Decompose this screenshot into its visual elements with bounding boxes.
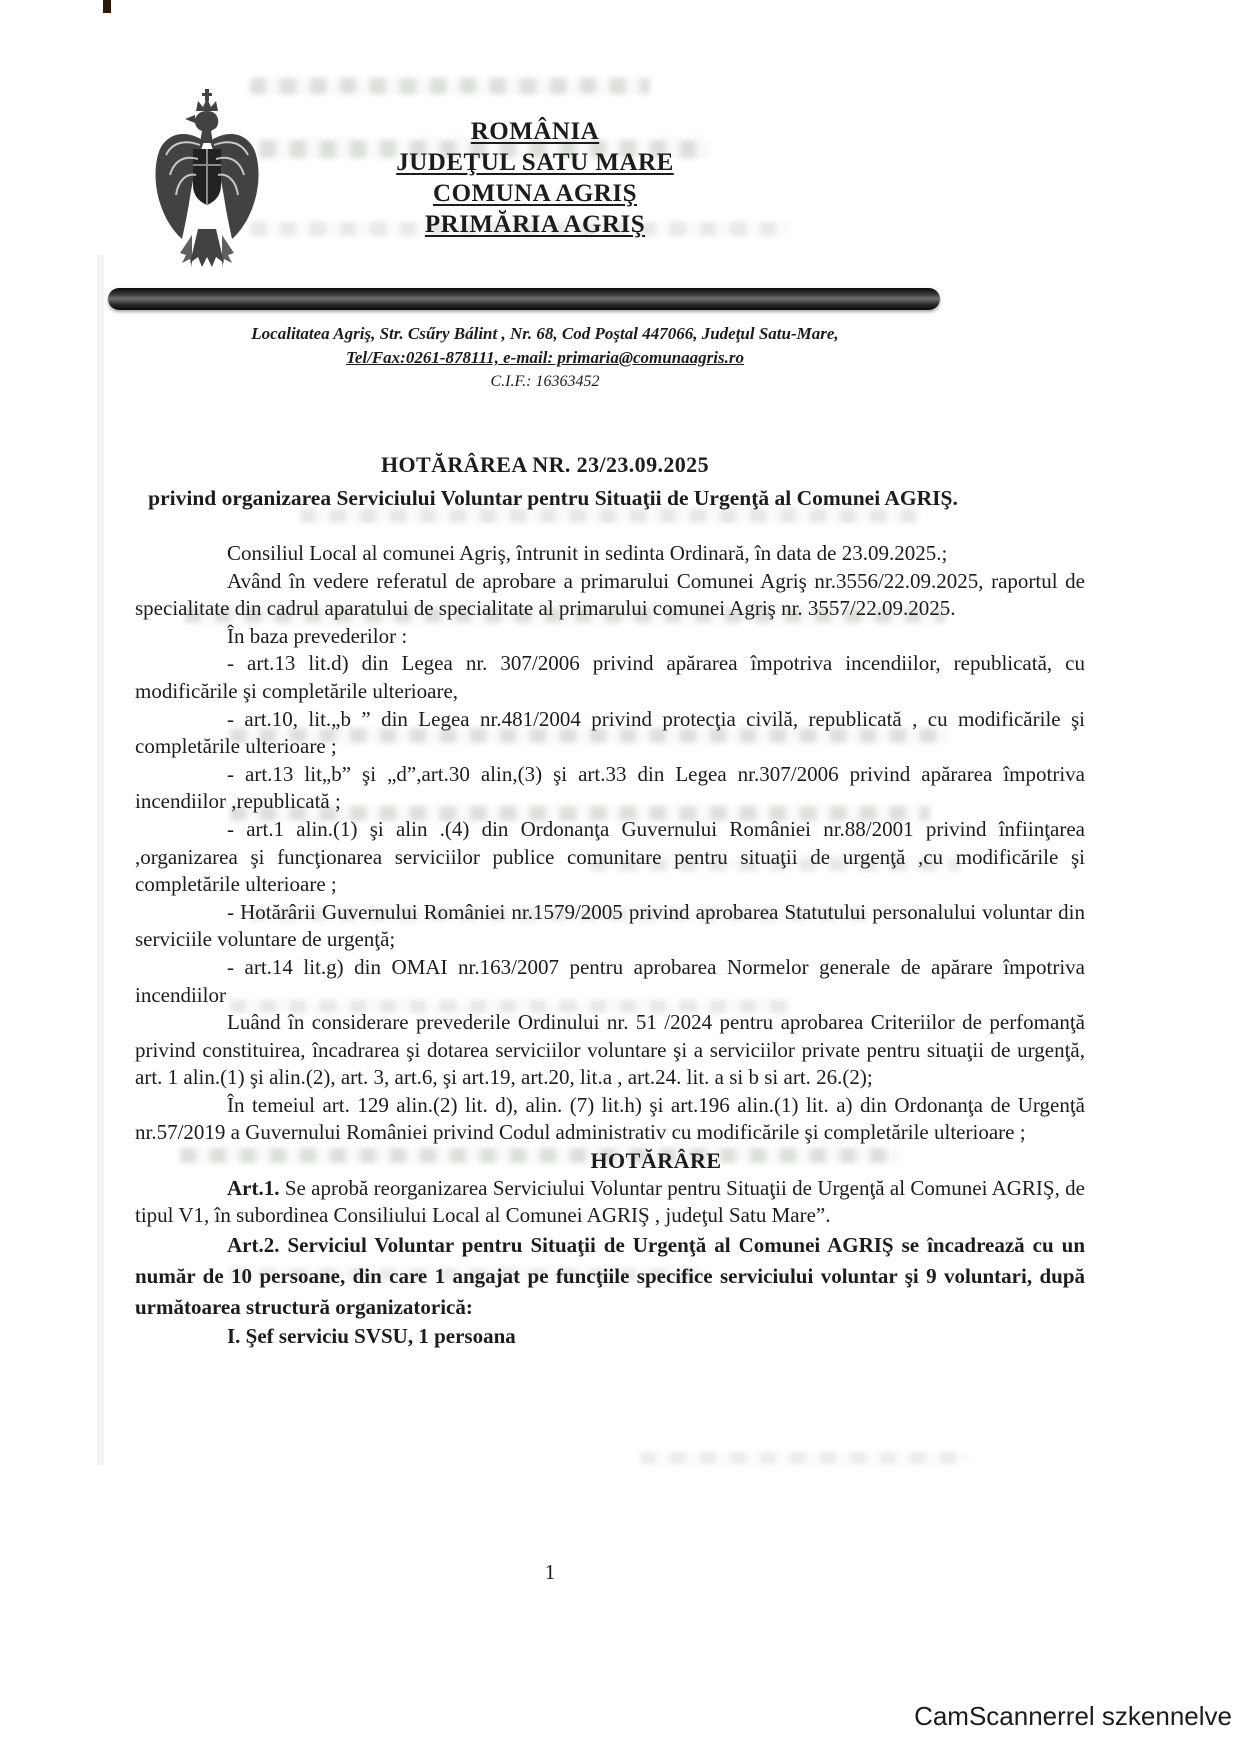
- romania-coat-of-arms: [148, 88, 266, 280]
- camscanner-watermark: CamScannerrel szkennelve: [914, 1701, 1232, 1731]
- page-number: 1: [544, 1560, 556, 1584]
- letterhead-county: JUDEŢUL SATU MARE: [396, 149, 674, 176]
- contact-block: [145, 322, 945, 394]
- article-2-label: Art.2.: [227, 1232, 280, 1257]
- article-2-text: Serviciul Voluntar pentru Situaţii de Urgenţă al Comunei AGRIŞ se încadrează cu un număr de 10 persoane, din care 1 angajat pe funcţiile specifice serviciului voluntar şi 9 voluntari, după următoarea structură organizatorică:: [135, 1232, 1086, 1319]
- contact-address: Localitatea Agriş, Str. Csűry Bálint , Nr. 68, Cod Poştal 447066, Judeţul Satu-Mare,: [251, 324, 839, 343]
- letterhead: [320, 116, 750, 240]
- body-paragraph: În baza prevederilor :: [227, 623, 408, 648]
- contact-tel-email: Tel/Fax:0261-878111, e-mail: primaria@comunaagris.ro: [346, 348, 744, 367]
- resolution-heading: HOTĂRÂRE: [590, 1148, 722, 1174]
- body-paragraph: - Hotărârii Guvernului României nr.1579/2005 privind aprobarea Statutului personalului voluntar din serviciile voluntare de urgenţă;: [135, 899, 1085, 952]
- document-body: [103, 540, 1085, 1350]
- document-title: HOTĂRÂREA NR. 23/23.09.2025: [381, 452, 709, 477]
- structure-item: I. Şef serviciu SVSU, 1 persoana: [227, 1323, 516, 1348]
- body-paragraph: - art.13 lit„b” şi „d”,art.30 alin,(3) şi art.33 din Legea nr.307/2006 privind apărarea împotriva incendiilor ,republicată ;: [135, 761, 1085, 814]
- body-paragraph: - art.13 lit.d) din Legea nr. 307/2006 privind apărarea împotriva incendiilor, republicată, cu modificările şi completările ulterioare,: [135, 651, 1085, 703]
- eagle-icon: [148, 88, 266, 280]
- body-paragraph: - art.14 lit.g) din OMAI nr.163/2007 pentru aprobarea Normelor generale de apărare împotriva incendiilor: [135, 954, 1085, 1007]
- article-2: [135, 1230, 1085, 1323]
- article-1: [135, 1175, 1085, 1230]
- letterhead-office: PRIMĂRIA AGRIŞ: [424, 211, 646, 238]
- body-paragraph: - art.1 alin.(1) şi alin .(4) din Ordonanţa Guvernului României nr.88/2001 privind înfiinţarea ,organizarea şi funcţionarea serviciilor publice comunitare pentru situaţii de urgenţă ,cu modificările şi completările ulterioare ;: [135, 816, 1085, 897]
- separator-bar: [108, 288, 940, 310]
- document-subtitle: privind organizarea Serviciului Voluntar pentru Situaţii de Urgenţă al Comunei AGRIŞ.: [148, 486, 958, 510]
- body-paragraph: În temeiul art. 129 alin.(2) lit. d), alin. (7) lit.h) şi art.196 alin.(1) lit. a) din Ordonanţa de Urgenţă nr.57/2019 a Guvernului României privind Codul administrativ cu modificările şi completările ulterioare ;: [135, 1092, 1085, 1145]
- article-1-text: Se aprobă reorganizarea Serviciului Voluntar pentru Situaţii de Urgenţă al Comunei AGRIŞ, de tipul V1, în subordinea Consiliului Local al Comunei AGRIŞ , judeţul Satu Mare”.: [135, 1175, 1086, 1228]
- contact-cif: C.I.F.: 16363452: [490, 373, 600, 390]
- body-paragraph: - art.10, lit.„b ” din Legea nr.481/2004 privind protecţia civilă, republicată , cu modificările şi completările ulterioare ;: [135, 706, 1085, 759]
- body-paragraph: Consiliul Local al comunei Agriş, întrunit in sedinta Ordinară, în data de 23.09.2025.;: [227, 541, 948, 565]
- body-paragraph: Având în vedere referatul de aprobare a primarului Comunei Agriş nr.3556/22.09.2025, raportul de specialitate din cadrul aparatului de specialitate al primarului comunei Agriş nr. 3557/22.09.2025.: [135, 568, 1085, 621]
- article-1-label: Art.1.: [227, 1175, 280, 1200]
- body-paragraph: Luând în considerare prevederile Ordinului nr. 51 /2024 pentru aprobarea Criteriilor de perfomanţă privind constituirea, încadrarea şi dotarea serviciilor voluntare şi a serviciilor private pentru situaţii de urgenţă, art. 1 alin.(1) şi alin.(2), art. 3, art.6, şi art.19, art.20, lit.a , art.24. lit. a si b si art. 26.(2);: [135, 1010, 1085, 1090]
- letterhead-commune: COMUNA AGRIŞ: [433, 180, 637, 207]
- letterhead-country: ROMÂNIA: [470, 118, 600, 145]
- scan-artifact: [103, 0, 111, 13]
